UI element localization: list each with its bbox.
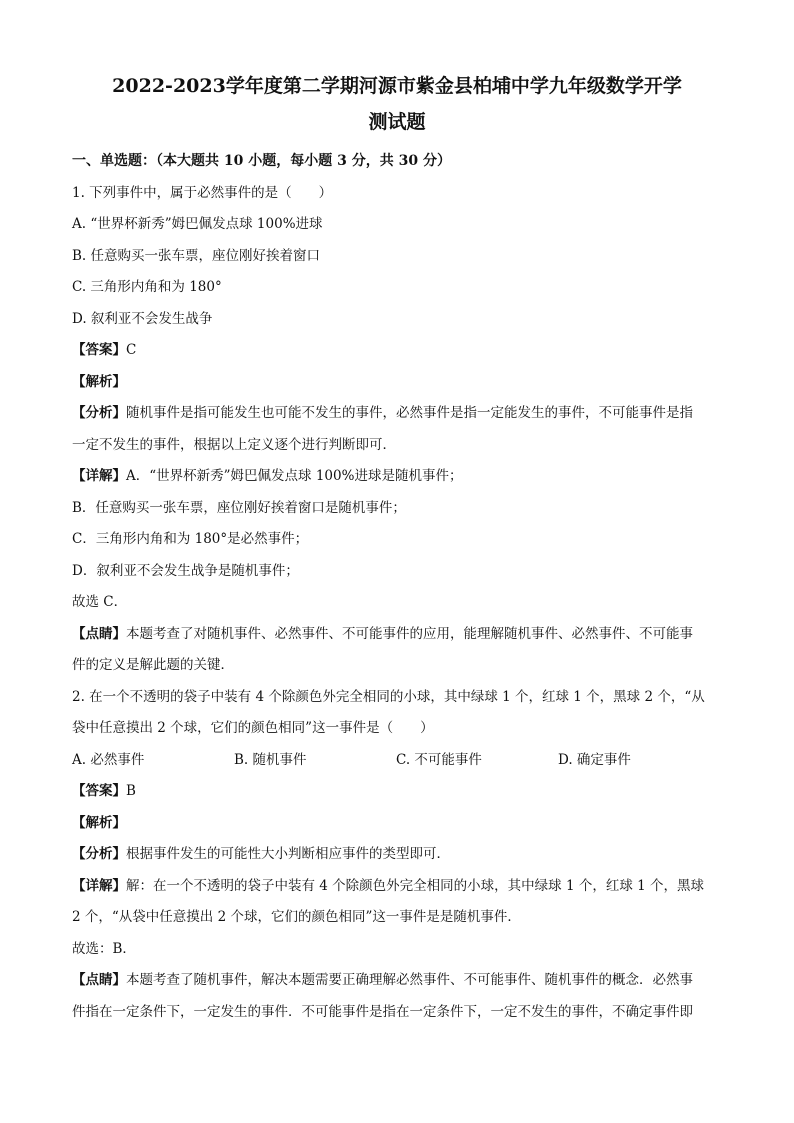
q1-detail-3: C．三角形内角和为 180°是必然事件； <box>72 531 309 547</box>
q1-option-d: D. 叙利亚不会发生战争 <box>72 310 213 327</box>
q1-detail-1 <box>72 461 722 493</box>
q1-option-c: C. 三角形内角和为 180° <box>72 279 222 295</box>
dianjing-tag: 【点睛】 <box>72 972 126 988</box>
dianjing-text: 本题考查了随机事件，解决本题需要正确理解必然事件、不可能事件、随机事件的概念．必然事 <box>126 972 693 988</box>
dianjing-text: 本题考查了对随机事件、必然事件、不可能事件的应用，能理解随机事件、必然事件、不可能事 <box>126 625 693 642</box>
q1-detail-4: D．叙利亚不会发生战争是随机事件； <box>72 562 299 579</box>
q2-option-c: C. 不可能事件 <box>396 751 482 768</box>
q2-fenxi-1 <box>72 839 722 871</box>
q2-stem-2: 袋中任意摸出 2 个球，它们的颜色相同”这一事件是（ ） <box>72 720 434 736</box>
q1-conclusion: 故选 C． <box>72 594 128 610</box>
answer-value: C <box>126 342 137 358</box>
answer-tag: 【答案】 <box>72 342 126 358</box>
dianjing-tag: 【点睛】 <box>72 625 126 642</box>
detail-text: A．“世界杯新秀”姆巴佩发点球 100%进球是随机事件； <box>126 468 463 484</box>
q2-dianjing-1 <box>72 965 722 997</box>
q1-dianjing-1 <box>72 619 722 651</box>
q2-analysis-tag: 【解析】 <box>72 814 126 831</box>
q1-dianjing-2: 件的定义是解此题的关键． <box>72 657 234 673</box>
q1-option-b: B. 任意购买一张车票，座位刚好挨着窗口 <box>72 247 321 264</box>
fenxi-tag: 【分析】 <box>72 846 126 862</box>
fenxi-tag: 【分析】 <box>72 405 126 421</box>
q2-options <box>72 745 722 777</box>
answer-value: B <box>126 783 136 799</box>
q2-option-b: B. 随机事件 <box>234 751 307 768</box>
q2-dianjing-2: 件指在一定条件下，一定发生的事件．不可能事件是指在一定条件下，一定不发生的事件，不确定事件即 <box>72 1003 693 1020</box>
q1-detail-2: B．任意购买一张车票，座位刚好挨着窗口是随机事件； <box>72 499 406 516</box>
q2-conclusion: 故选：B． <box>72 940 136 957</box>
q2-answer <box>72 776 722 808</box>
q2-option-a: A. 必然事件 <box>72 751 145 768</box>
fenxi-text: 随机事件是指可能发生也可能不发生的事件，必然事件是指一定能发生的事件，不可能事件是指 <box>126 405 693 421</box>
doc-title-line1: 2022-2023学年度第二学期河源市紫金县柏埔中学九年级数学开学 <box>112 75 682 97</box>
q1-answer <box>72 335 722 367</box>
answer-tag: 【答案】 <box>72 783 126 799</box>
section-heading: 一、单选题：（本大题共 10 小题，每小题 3 分，共 30 分） <box>72 153 451 169</box>
q2-option-d: D. 确定事件 <box>558 751 631 768</box>
q2-stem-1: 2. 在一个不透明的袋子中装有 4 个除颜色外完全相同的小球，其中绿球 1 个，红球 1 个，黑球 2 个，“从 <box>72 688 705 705</box>
q1-stem: 1. 下列事件中，属于必然事件的是（ ） <box>72 184 333 201</box>
q2-detail-2: 2 个，“从袋中任意摸出 2 个球，它们的颜色相同”这一事件是是随机事件． <box>72 909 521 925</box>
q1-analysis-tag: 【解析】 <box>72 373 126 390</box>
q1-option-a: A. “世界杯新秀”姆巴佩发点球 100%进球 <box>72 216 323 232</box>
detail-tag: 【详解】 <box>72 468 126 484</box>
q1-fenxi-1 <box>72 398 722 430</box>
detail-text: 解：在一个不透明的袋子中装有 4 个除颜色外完全相同的小球，其中绿球 1 个，红球 1 个，黑球 <box>126 877 705 894</box>
q1-fenxi-2: 一定不发生的事件，根据以上定义逐个进行判断即可． <box>72 436 396 453</box>
doc-title-line2: 测试题 <box>368 111 426 133</box>
q2-detail-1 <box>72 871 722 903</box>
detail-tag: 【详解】 <box>72 877 126 894</box>
fenxi-text: 根据事件发生的可能性大小判断相应事件的类型即可． <box>126 846 450 862</box>
